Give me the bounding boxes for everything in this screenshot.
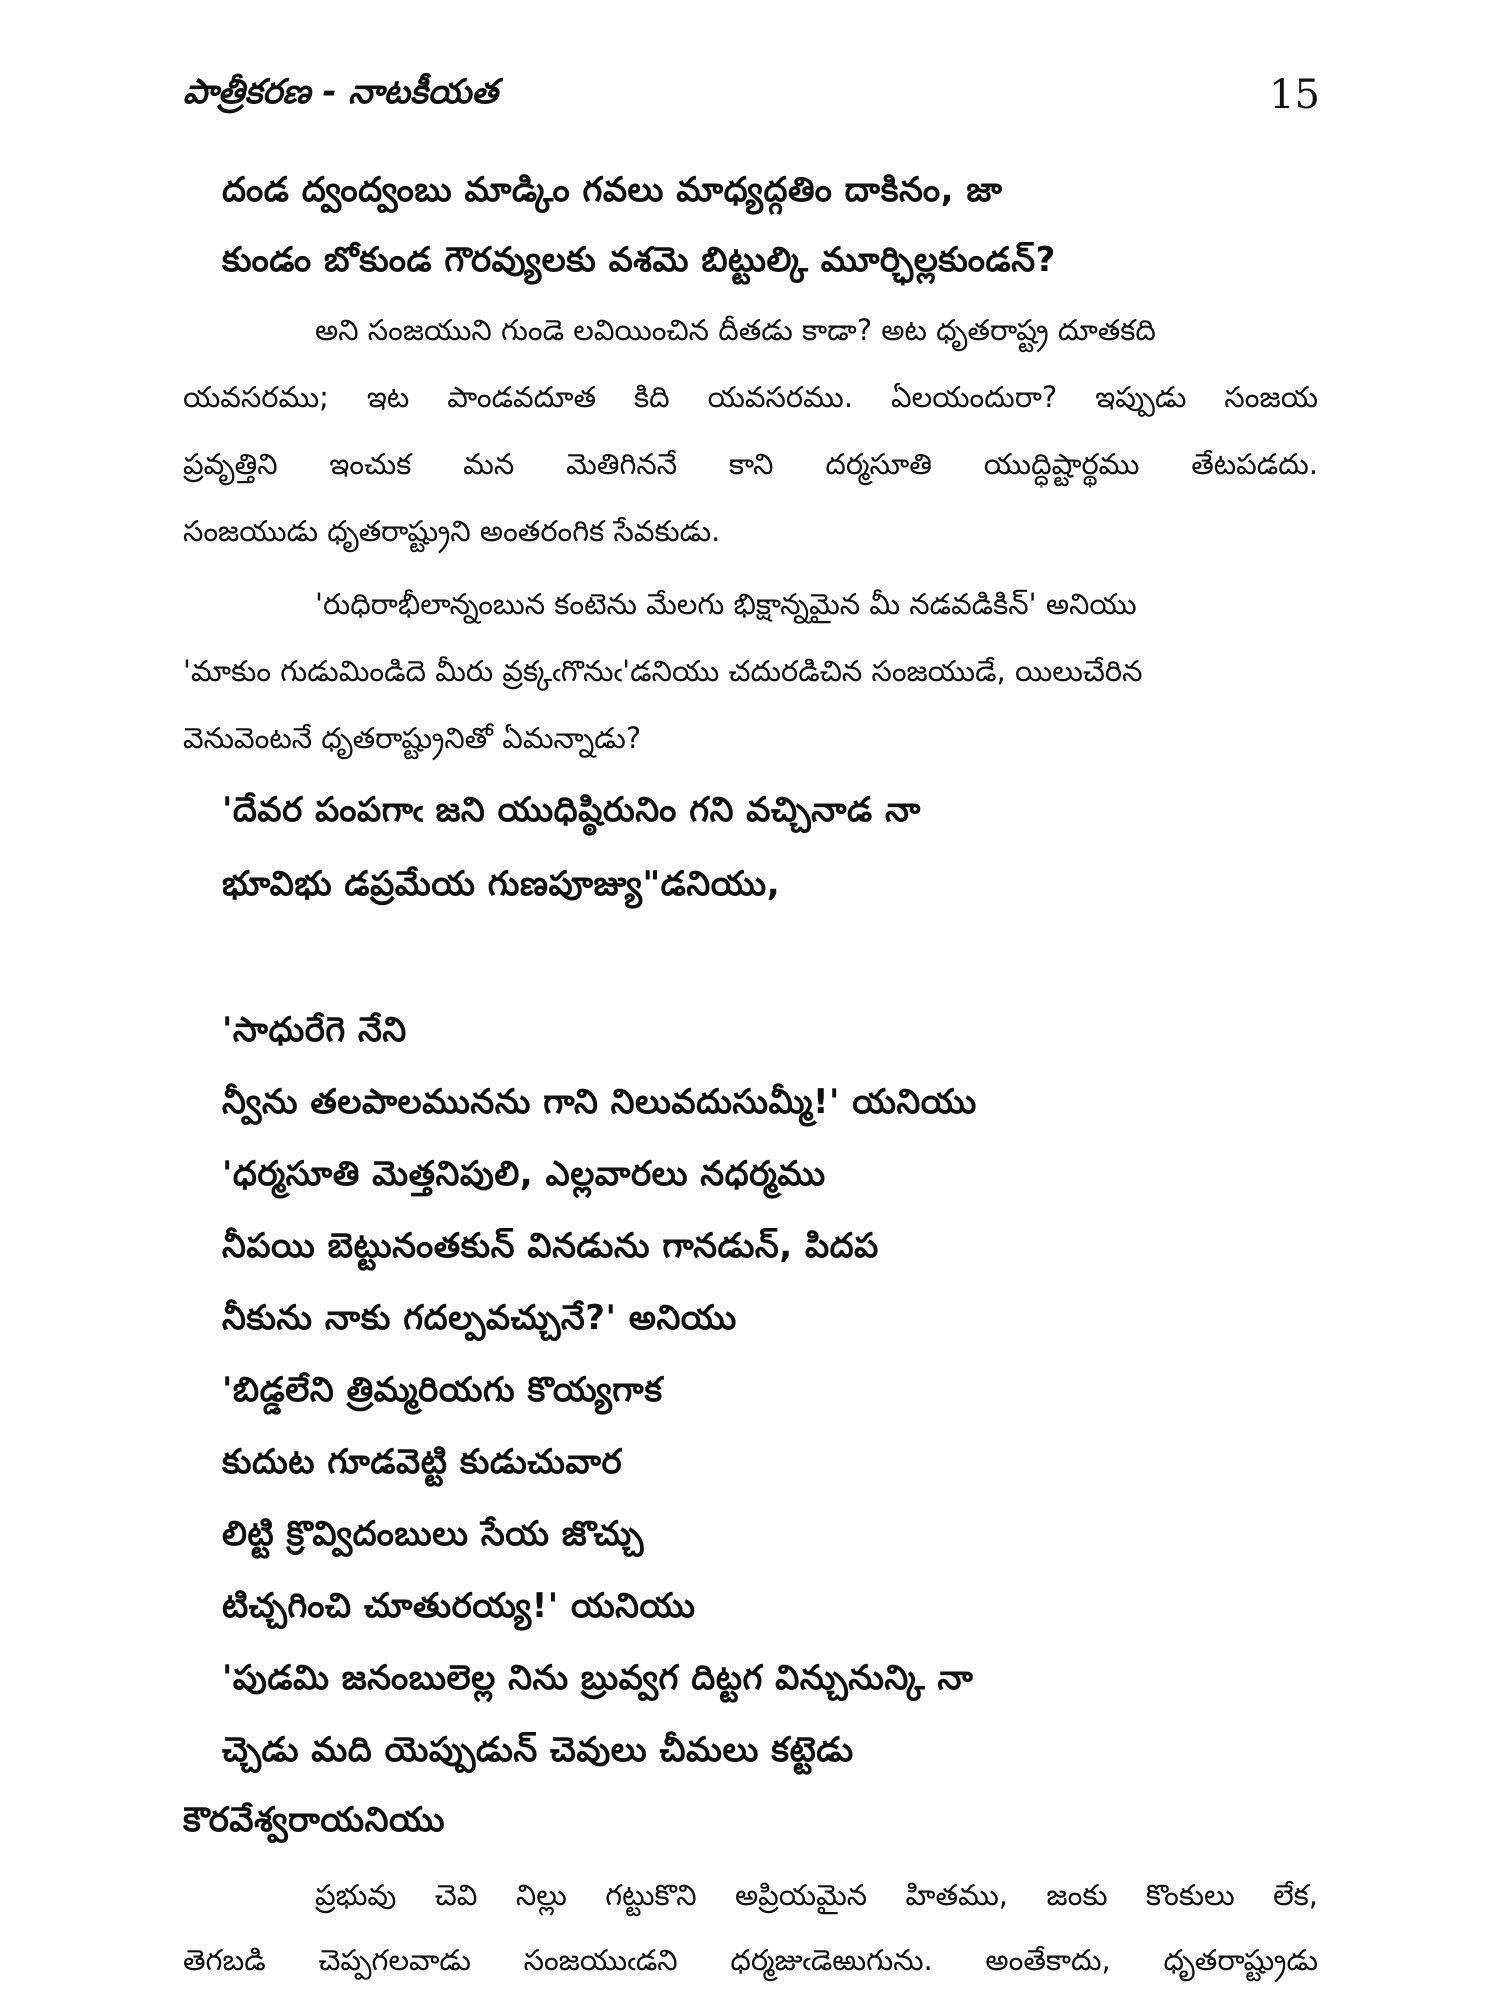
verse-line: 'బిడ్డలేని త్రిమ్మరియగు కొయ్యగాక bbox=[222, 1370, 663, 1410]
verse-line: కౌరవేశ్వరాయనియు bbox=[183, 1800, 445, 1840]
verse-line: 'సాధురేగె నేని bbox=[222, 1010, 407, 1050]
verse-line: దండ ద్వంద్వంబు మాడ్కిం గవలు మాధ్యద్గతిం దాకినం, జా bbox=[222, 170, 1003, 210]
prose-line: యవసరము; ఇట పాండవదూత కిది యవసరము. ఏలయందురా? ఇప్పుడు సంజయ bbox=[183, 380, 1318, 414]
verse-line: నీకును నాకు గదల్పవచ్చునే?' అనియు bbox=[222, 1298, 737, 1338]
page-number: 15 bbox=[1269, 72, 1320, 118]
prose-line: సంజయుడు ధృతరాష్ట్రుని అంతరంగిక సేవకుడు. bbox=[183, 514, 721, 548]
verse-line: టిచ్చగించి చూతురయ్య!' యనియు bbox=[222, 1586, 696, 1626]
verse-line: భూవిభు డప్రమేయ గుణపూజ్యు"డనియు, bbox=[222, 864, 781, 904]
verse-line: నీపయి బెట్టునంతకున్ వినడును గానడున్, పిదప bbox=[222, 1226, 879, 1266]
prose-line: ప్రభువు చెవి నిల్లు గట్టుకొని అప్రియమైన హితము, జంకు కొంకులు లేక, bbox=[315, 1878, 1318, 1912]
running-title: పాత్రీకరణ - నాటకీయత bbox=[183, 72, 498, 112]
prose-line: 'మాకుం గుడుమిండిదె మీరు వ్రక్కఁగొనుఁ'డనియు చదురడిచిన సంజయుడే, యిలుచేరిన bbox=[183, 654, 1143, 688]
verse-line: 'ధర్మసూతి మెత్తనిపులి, ఎల్లవారలు నధర్మము bbox=[222, 1154, 826, 1194]
verse-line: 'పుడమి జనంబులెల్ల నిను బ్రువ్వగ దిట్టగ విన్చునున్కి నా bbox=[222, 1658, 974, 1698]
prose-line: వెనువెంటనే ధృతరాష్ట్రునితో ఏమన్నాడు? bbox=[183, 721, 642, 755]
verse-line: 'దేవర పంపగాఁ జని యుధిష్ఠిరునిం గని వచ్చినాడ నా bbox=[222, 790, 921, 830]
verse-line: లిట్టి క్రొవ్విదంబులు సేయ జొచ్చు bbox=[222, 1514, 644, 1554]
prose-line: అని సంజయుని గుండె లవియించిన దీతడు కాడా? అట ధృతరాష్ట్ర దూతకది bbox=[315, 313, 1156, 347]
verse-line: కుదుట గూడవెట్టి కుడుచువార bbox=[222, 1442, 623, 1482]
prose-line: తెగబడి చెప్పగలవాడు సంజయుఁడని ధర్మజుఁడెఱుగును. అంతేకాదు, ధృతరాష్ట్రుడు bbox=[183, 1943, 1318, 1977]
prose-line: 'రుధిరాభీలాన్నంబున కంటెను మేలగు భిక్షాన్నమైన మీ నడవడికిన్' అనియు bbox=[315, 587, 1137, 621]
verse-line: న్వీను తలపాలమునను గాని నిలువదుసుమ్మీ!' యనియు bbox=[222, 1082, 977, 1122]
prose-line: ప్రవృత్తిని ఇంచుక మన మెతిగిననే కాని దర్మసూతి యుద్ధిష్టార్థము తేటపడదు. bbox=[183, 447, 1318, 481]
verse-line: కుండం బోకుండ గౌరవ్యులకు వశమె బిట్టుల్కి మూర్ఛిల్లకుండన్? bbox=[222, 240, 1056, 280]
page-header bbox=[183, 72, 1320, 132]
verse-line: చ్చెడు మది యెప్పుడున్ చెవులు చీమలు కట్టెడు bbox=[222, 1730, 854, 1770]
